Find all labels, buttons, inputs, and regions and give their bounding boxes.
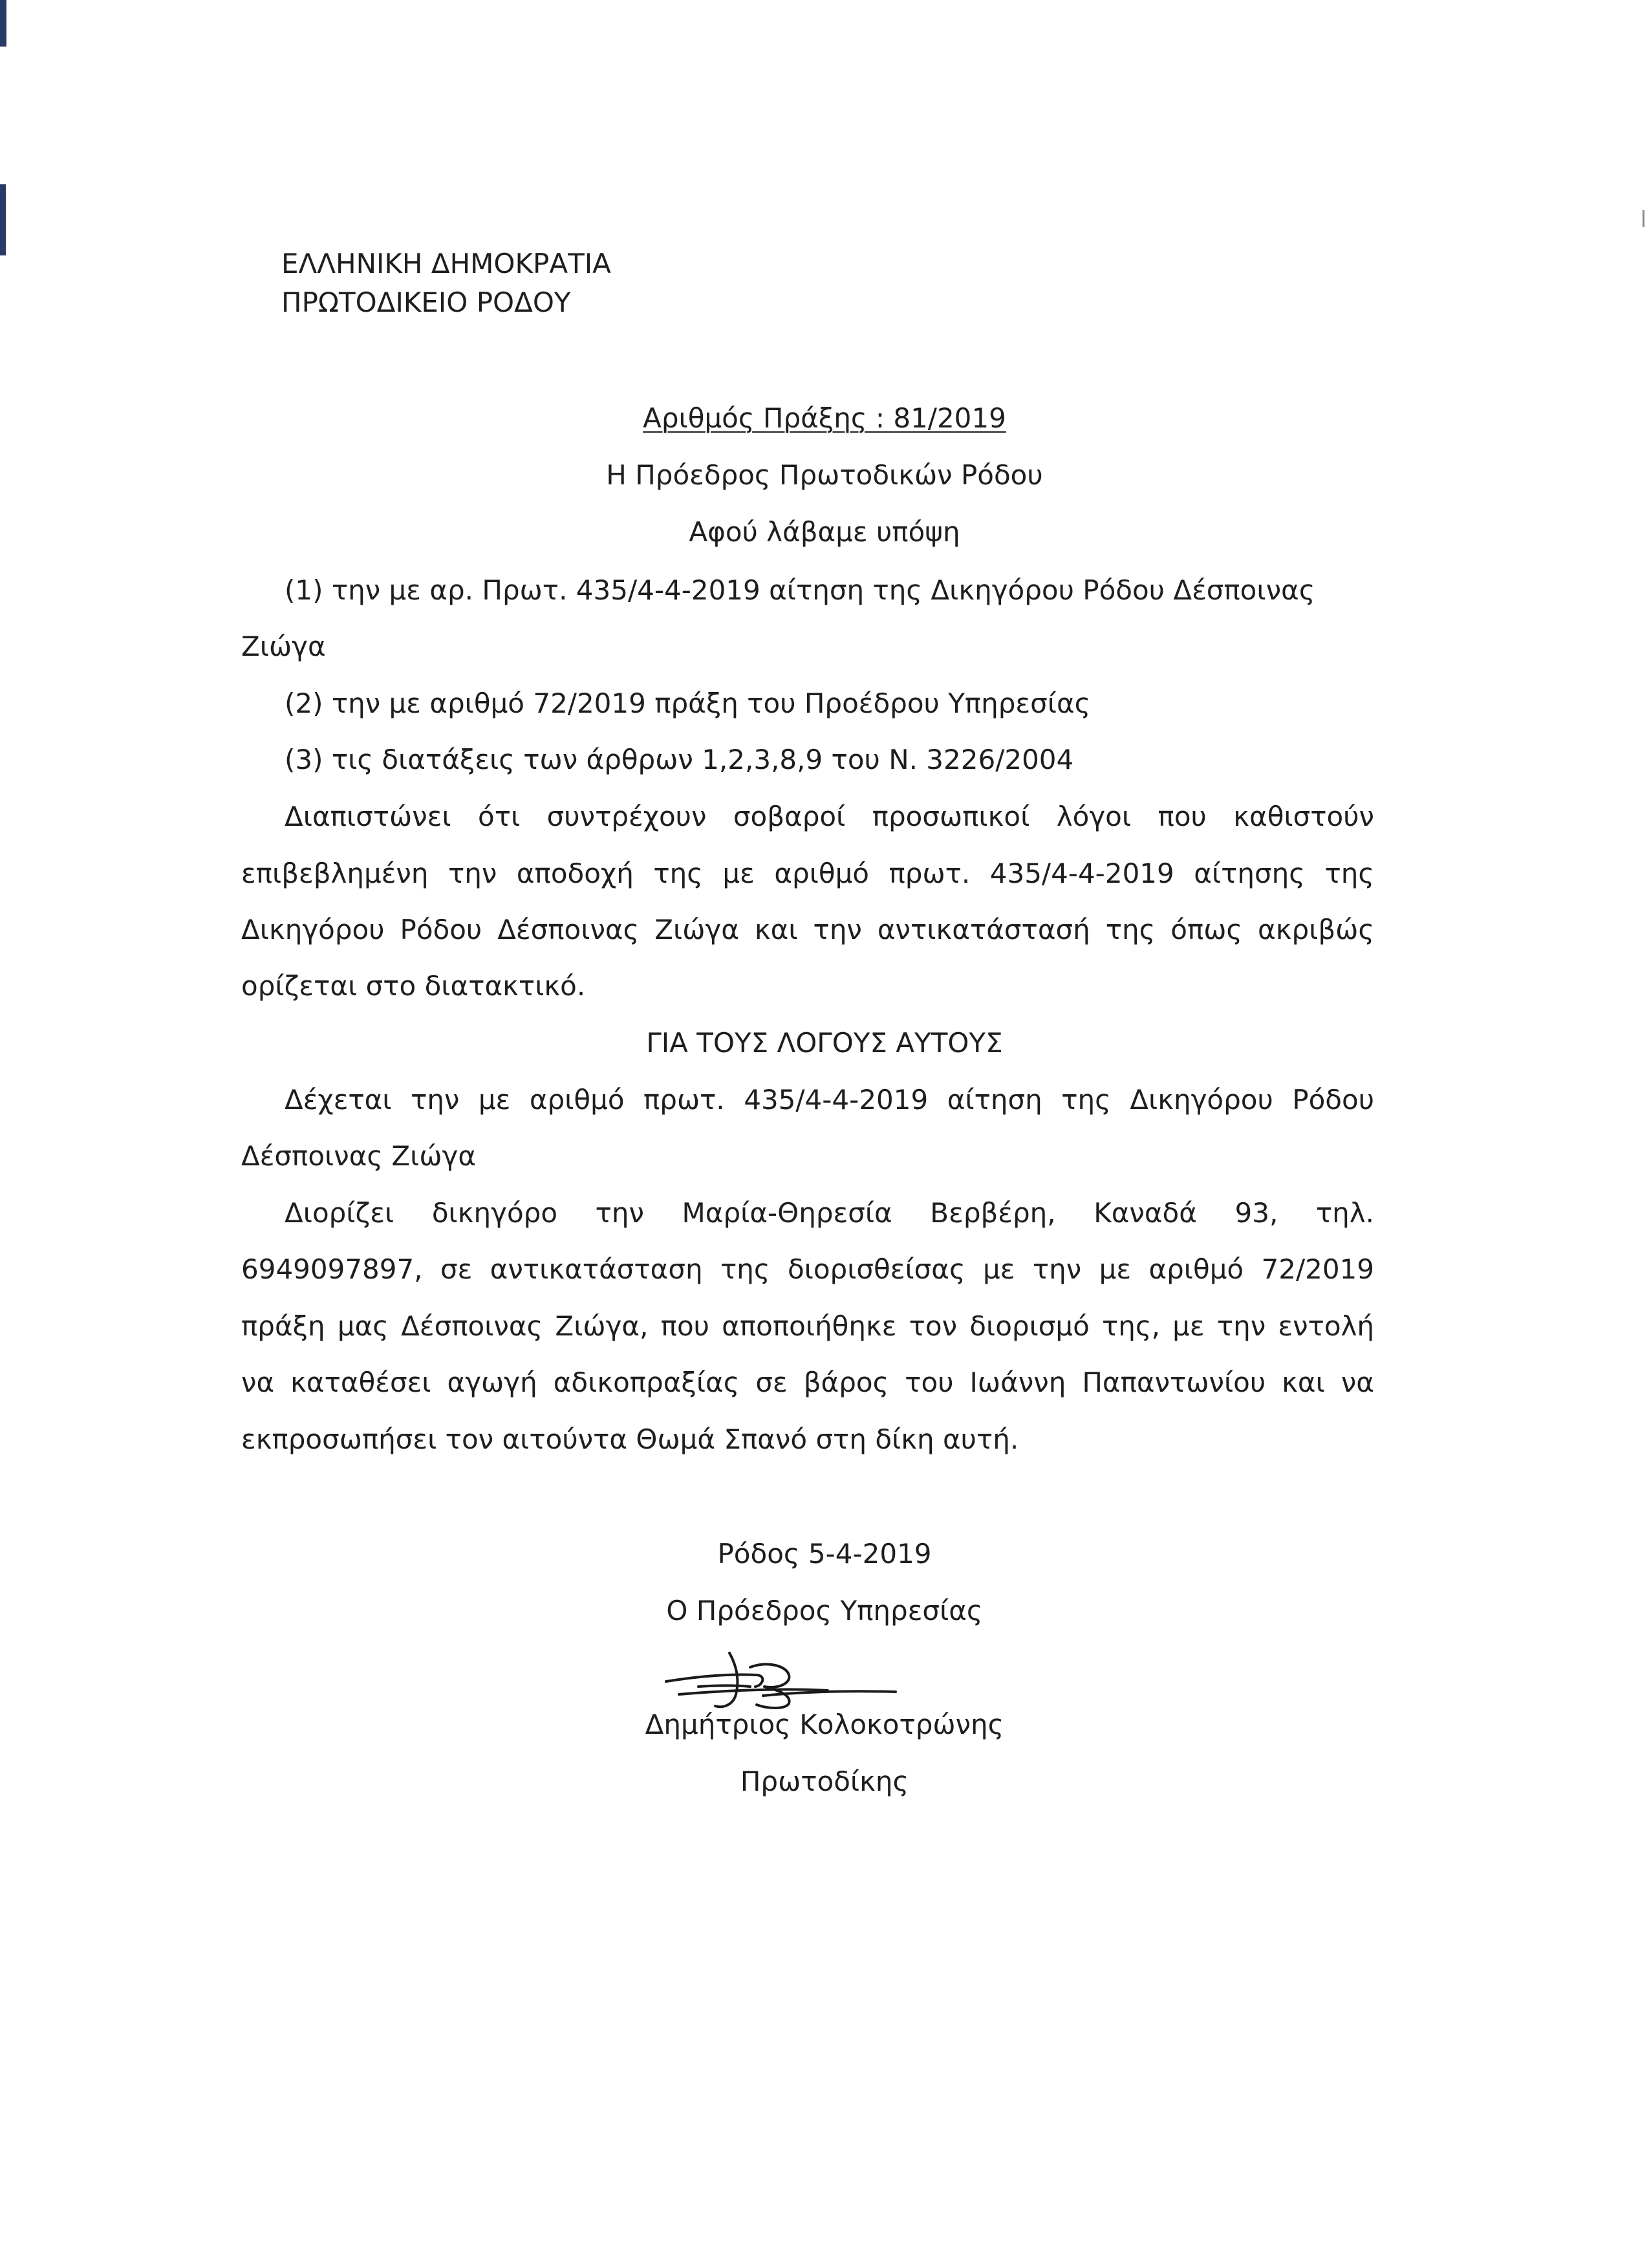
finding-line-4: ορίζεται στο διατακτικό. (241, 970, 586, 1002)
item-2: (2) την με αριθμό 72/2019 πράξη του Προέδρου Υπηρεσίας (285, 687, 1091, 719)
signatory-name: Δημήτριος Κολοκοτρώνης (645, 1709, 1004, 1740)
scan-edge-mark (0, 184, 6, 255)
finding-line-3: Δικηγόρου Ρόδου Δέσποινας Ζιώγα και την αντικατάστασή της όπως ακριβώς (241, 914, 1374, 945)
appoints-line-3: πράξη μας Δέσποινας Ζιώγα, που αποποιήθηκε τον διορισμό της, με την εντολή (241, 1310, 1374, 1342)
signatory-title: Πρωτοδίκης (740, 1766, 909, 1797)
appoints-line-4: να καταθέσει αγωγή αδικοπραξίας σε βάρος του Ιωάννη Παπαντωνίου και να (241, 1366, 1374, 1398)
accepts-line-1: Δέχεται την με αριθμό πρωτ. 435/4-4-2019 αίτηση της Δικηγόρου Ρόδου (285, 1084, 1374, 1116)
header-line-1: ΕΛΛΗΝΙΚΗ ΔΗΜΟΚΡΑΤΙΑ (281, 248, 611, 279)
finding-line-2: επιβεβλημένη την αποδοχή της με αριθμό πρωτ. 435/4-4-2019 αίτησης της (241, 858, 1374, 889)
act-authority: Η Πρόεδρος Πρωτοδικών Ρόδου (606, 459, 1043, 491)
finding-line-1: Διαπιστώνει ότι συντρέχουν σοβαροί προσωπικοί λόγοι που καθιστούν (285, 801, 1374, 832)
act-considering: Αφού λάβαμε υπόψη (689, 516, 960, 548)
scan-edge-mark (1643, 210, 1644, 227)
scan-edge-mark (0, 0, 6, 47)
appoints-line-2: 6949097897, σε αντικατάσταση της διορισθείσας με την με αριθμό 72/2019 (241, 1253, 1374, 1285)
place-date: Ρόδος 5-4-2019 (717, 1538, 932, 1570)
header-line-2: ΠΡΩΤΟΔΙΚΕΙΟ ΡΟΔΟΥ (281, 286, 571, 318)
reasons-heading: ΓΙΑ ΤΟΥΣ ΛΟΓΟΥΣ ΑΥΤΟΥΣ (646, 1027, 1003, 1059)
item-1-line-2: Ζιώγα (241, 631, 326, 662)
handwritten-signature (653, 1648, 905, 1716)
signatory-role: Ο Πρόεδρος Υπηρεσίας (666, 1595, 983, 1626)
accepts-line-2: Δέσποινας Ζιώγα (241, 1140, 477, 1172)
act-number (0, 402, 1649, 435)
item-3: (3) τις διατάξεις των άρθρων 1,2,3,8,9 του Ν. 3226/2004 (285, 744, 1074, 775)
appoints-line-5: εκπροσωπήσει τον αιτούντα Θωμά Σπανό στη δίκη αυτή. (241, 1423, 1019, 1455)
item-1-line-1: (1) την με αρ. Πρωτ. 435/4-4-2019 αίτηση της Δικηγόρου Ρόδου Δέσποινας (285, 574, 1315, 606)
act-number-text: Αριθμός Πράξης : 81/2019 (643, 402, 1006, 434)
appoints-line-1: Διορίζει δικηγόρο την Μαρία-Θηρεσία Βερβέρη, Καναδά 93, τηλ. (285, 1197, 1374, 1229)
